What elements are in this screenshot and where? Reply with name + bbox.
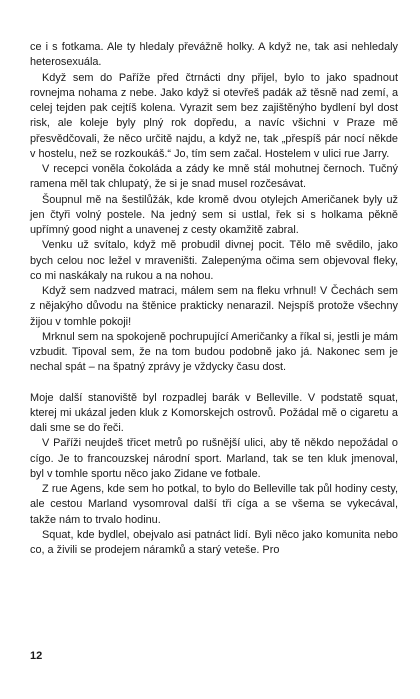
paragraph-6: Když sem nadzved matraci, málem sem na fleku vrhnul! V Čechách sem z nějakýho důvodu na štěnice prakticky nenarazil. Nejspíš protože všechny žijou v tomhle pokoji! bbox=[30, 285, 398, 328]
paragraph-10: Z rue Agens, kde sem ho potkal, to bylo do Belleville tak půl hodiny cesty, ale cestou Marland vysomroval další tři cíga a se všema se vykecával, takže nám to trvalo hodinu. bbox=[30, 483, 398, 526]
paragraph-8: Moje další stanoviště byl rozpadlej barák v Belleville. V podstatě squat, kterej mi ukázal jeden kluk z Komorskejch ostrovů. Požádal mě o cigaretu a dali sme se do řeči. bbox=[30, 391, 398, 434]
paragraph-7: Mrknul sem na spokojeně pochrupující Američanky a říkal si, jestli je mám vzbudit. Tipoval sem, že na tom budou podobně jako já. Nakonec sem je nechal spát – na špatný zprávy je vždycky času dost. bbox=[30, 330, 398, 374]
paragraph-4: Šoupnul mě na šestilůžák, kde kromě dvou otylejch Američanek byly už jen čtyři volný postele. Na jedný sem si ustlal, řek si s holkama pěkně upřímný good night a unavenej z cesty okamžitě zabral. bbox=[30, 193, 398, 236]
paragraph-11: Squat, kde bydlel, obejvalo asi patnáct lidí. Byli něco jako komunita nebo co, a živili se prodejem náramků a starý veteše. Pro bbox=[30, 528, 398, 556]
page-number: 12 bbox=[30, 650, 43, 662]
paragraph-5: Venku už svítalo, když mě probudil divnej pocit. Tělo mě svědilo, jako bych celou noc ležel v mraveništi. Zalepenýma očima sem objevoval fleky, co mi naskákaly na rukou a na nohou. bbox=[30, 239, 398, 282]
paragraph-3: V recepci voněla čokoláda a zády ke mně stál mohutnej černoch. Tučný ramena měl tak chlupatý, že si je snad musel rozčesávat. bbox=[30, 163, 398, 191]
paragraph-2: Když sem do Paříže před čtrnácti dny přijel, bylo to jako spadnout rovnejma nohama z nebe. Jako když si otevřeš padák až těsně nad zemí, a celej tejden pak cejtíš kolena. Vyrazit sem bez zajištěnýho bydlení byl dost risk, ale koleje byly plný rok dopředu, a navíc všichni v Praze mě přesvědčovali, že něco určitě najdu, a když ne, tak „přespíš pár nocí někde v hostelu, než se rozkoukáš.“ Jo, tím sem začal. Hostelem v ulici rue Jarry. bbox=[30, 71, 398, 160]
paragraph-1: ce i s fotkama. Ale ty hledaly převážně holky. A když ne, tak asi nehledaly heterosexuála. bbox=[30, 41, 398, 69]
body-text bbox=[30, 40, 398, 558]
paragraph-9: V Paříži neujdeš třicet metrů po rušnější ulici, aby tě někdo nepožádal o cígo. Je to francouzskej národní sport. Marland, tak se ten kluk jmenoval, byl v tomhle sportu něco jako Zidane ve fotbale. bbox=[30, 437, 398, 480]
